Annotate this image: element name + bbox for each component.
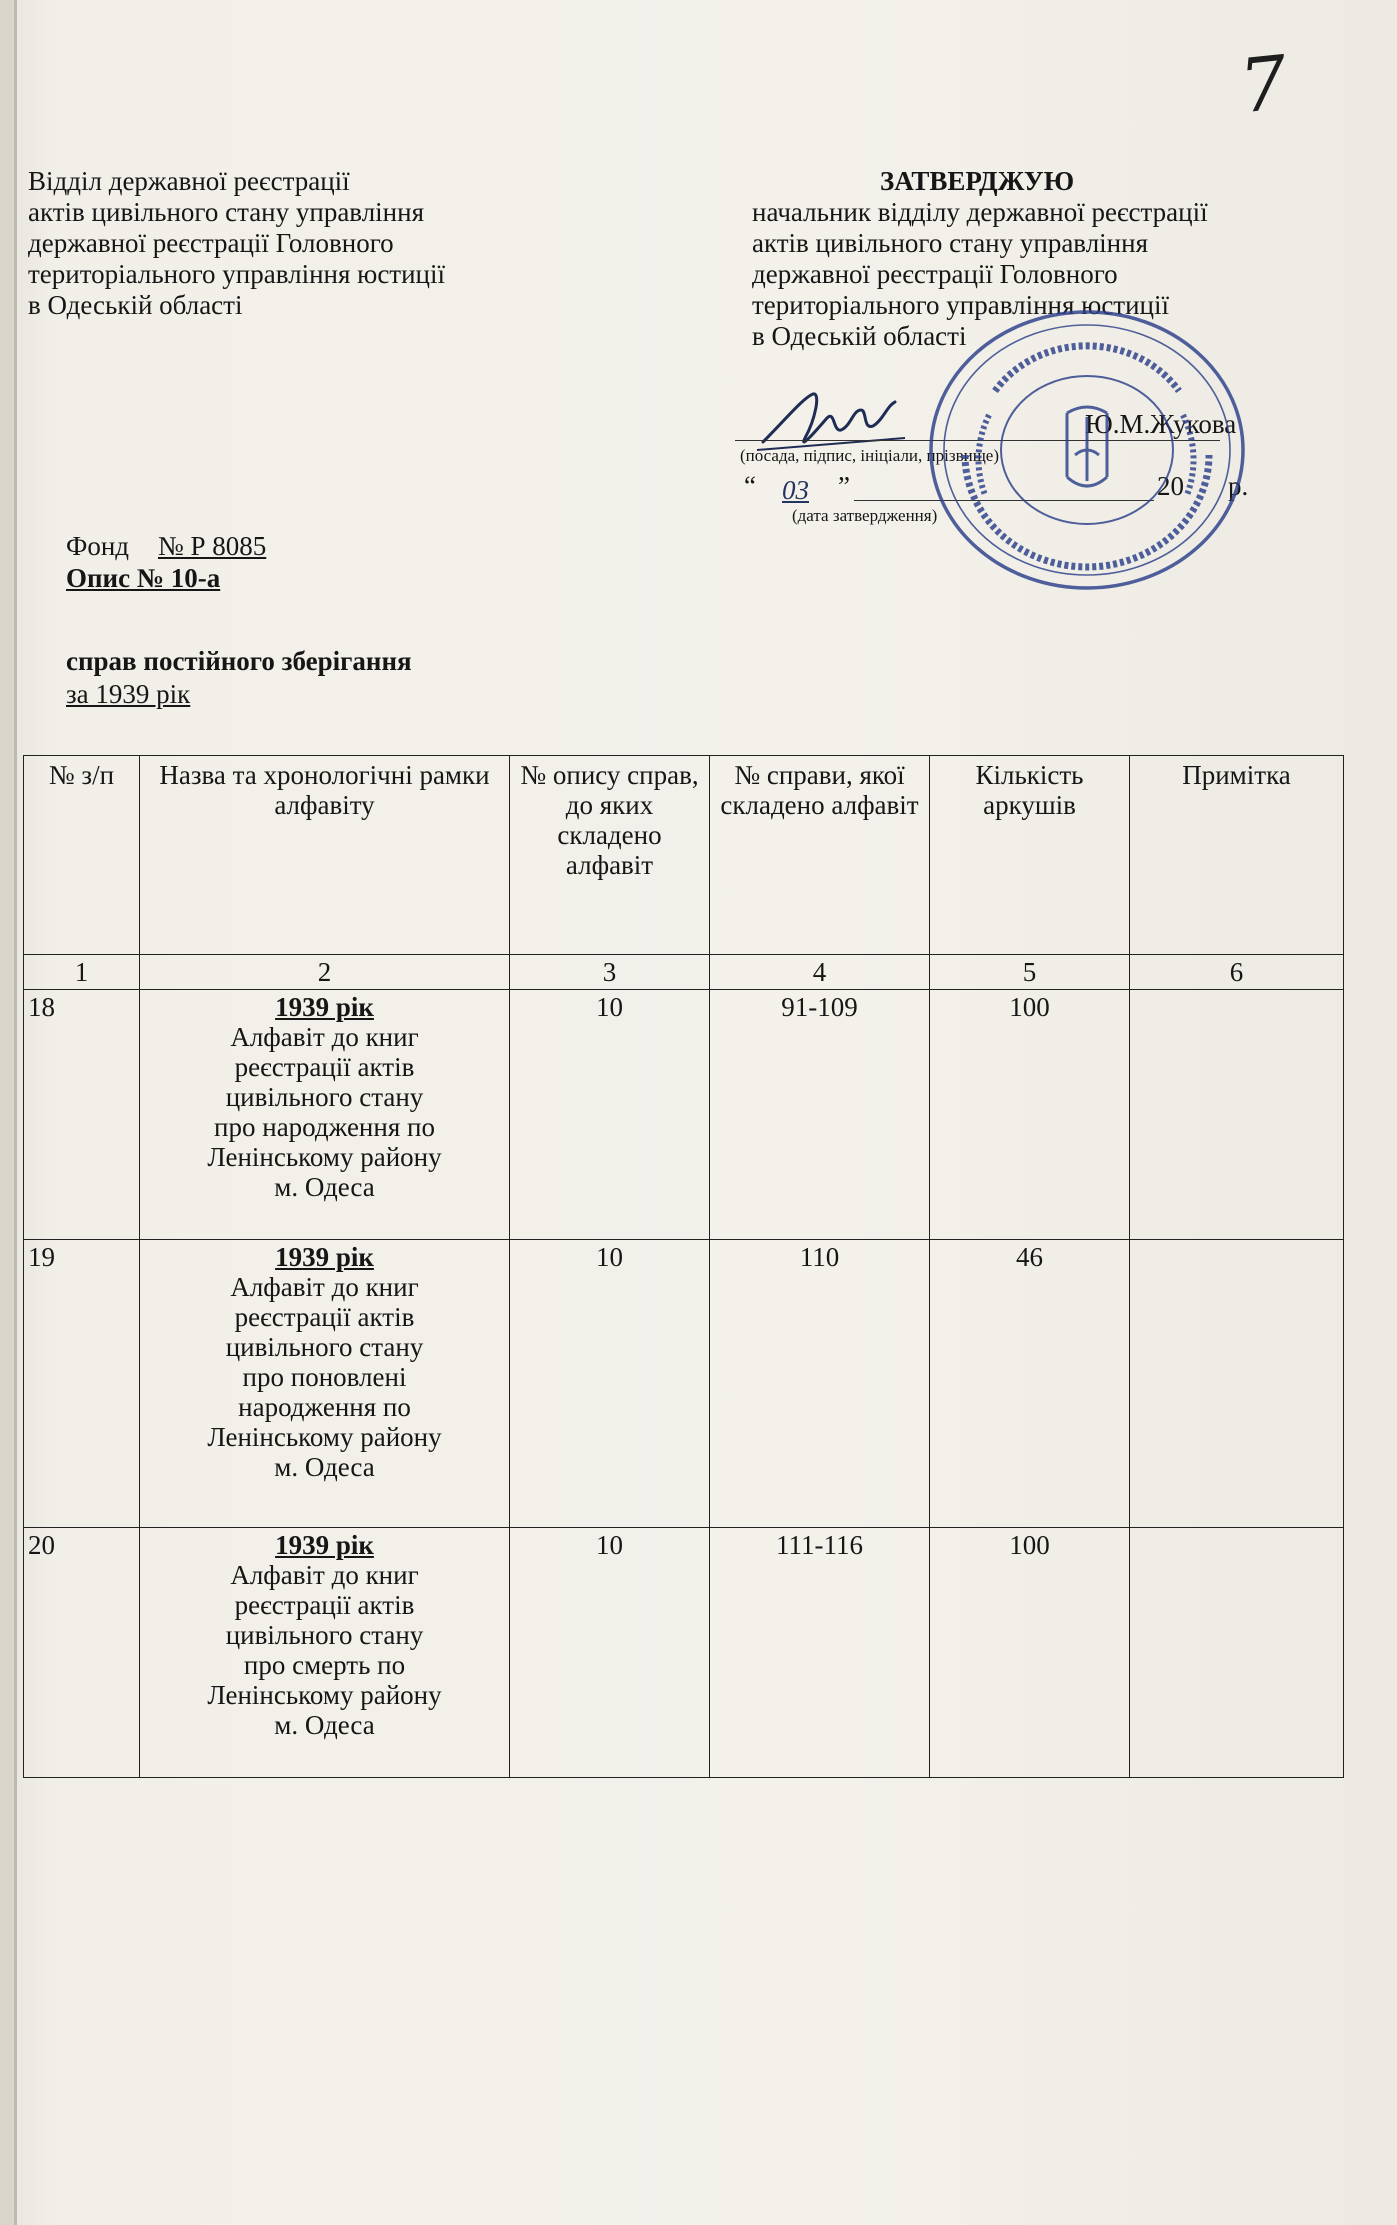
column-number: 6 — [1130, 955, 1344, 990]
department-line: в Одеській області — [28, 290, 243, 320]
page-number: 7 — [1235, 39, 1292, 131]
inventory-year: за 1939 рік — [66, 679, 191, 709]
date-open-quote: “ — [744, 471, 756, 501]
column-header: Кількість аркушів — [930, 756, 1130, 955]
alphabet-year: 1939 рік — [275, 1242, 374, 1272]
opys-cell: 10 — [510, 1240, 710, 1528]
column-number: 3 — [510, 955, 710, 990]
storage-kind: справ постійного зберігання — [66, 646, 412, 676]
row-number: 18 — [24, 990, 140, 1240]
department-line: територіального управління юстиції — [28, 259, 446, 289]
department-line: актів цивільного стану управління — [28, 197, 424, 227]
column-number: 5 — [930, 955, 1130, 990]
case-number-cell: 111-116 — [710, 1528, 930, 1778]
column-header: № опису справ, до яких складено алфавіт — [510, 756, 710, 955]
sheet-count-cell: 100 — [930, 990, 1130, 1240]
case-number-cell: 91-109 — [710, 990, 930, 1240]
note-cell — [1130, 990, 1344, 1240]
date-close-quote: ” — [838, 471, 850, 501]
date-year-suffix: р. — [1228, 471, 1249, 501]
alphabet-title: Алфавіт до книг реєстрації актів цивільного стану про поновлені народження по Ленінському району м. Одеса — [207, 1272, 442, 1482]
row-number: 19 — [24, 1240, 140, 1528]
binding-line — [14, 0, 17, 2225]
department-line: Відділ державної реєстрації — [28, 166, 350, 196]
date-year-prefix: 20 — [1157, 471, 1184, 501]
sheet-count-cell: 46 — [930, 1240, 1130, 1528]
alphabet-title-cell — [140, 990, 510, 1240]
opys-number: Опис № 10-а — [66, 563, 221, 593]
table-row — [24, 1528, 1344, 1778]
alphabet-register-table — [23, 755, 1344, 1778]
fond-number: № Р 8085 — [158, 531, 267, 561]
column-number: 1 — [24, 955, 140, 990]
column-header: Примітка — [1130, 756, 1344, 955]
case-number-cell: 110 — [710, 1240, 930, 1528]
signature-caption: (посада, підпис, ініціали, прізвище) — [740, 446, 999, 465]
alphabet-title: Алфавіт до книг реєстрації актів цивільного стану про смерть по Ленінському району м. Одеса — [207, 1560, 442, 1740]
sheet-count-cell: 100 — [930, 1528, 1130, 1778]
note-cell — [1130, 1528, 1344, 1778]
alphabet-title-cell — [140, 1240, 510, 1528]
row-number: 20 — [24, 1528, 140, 1778]
column-number: 4 — [710, 955, 930, 990]
approval-line: актів цивільного стану управління — [752, 228, 1148, 258]
table-header-row — [24, 756, 1344, 955]
approval-line: в Одеській області — [752, 321, 967, 351]
table-row — [24, 990, 1344, 1240]
alphabet-year: 1939 рік — [275, 1530, 374, 1560]
alphabet-year: 1939 рік — [275, 992, 374, 1022]
signer-name: Ю.М.Жукова — [1085, 409, 1237, 439]
approval-heading: ЗАТВЕРДЖУЮ — [880, 166, 1075, 196]
column-header: Назва та хронологічні рамки алфавіту — [140, 756, 510, 955]
date-day: 03 — [782, 475, 809, 505]
opys-cell: 10 — [510, 1528, 710, 1778]
column-number: 2 — [140, 955, 510, 990]
department-line: державної реєстрації Головного — [28, 228, 394, 258]
column-number-row — [24, 955, 1344, 990]
official-stamp — [925, 305, 1250, 595]
table-row — [24, 1240, 1344, 1528]
opys-cell: 10 — [510, 990, 710, 1240]
column-header: № з/п — [24, 756, 140, 955]
column-header: № справи, якої складено алфавіт — [710, 756, 930, 955]
alphabet-title-cell — [140, 1528, 510, 1778]
approval-line: начальник відділу державної реєстрації — [752, 197, 1208, 227]
alphabet-title: Алфавіт до книг реєстрації актів цивільного стану про народження по Ленінському району м. Одеса — [207, 1022, 442, 1202]
binding-edge — [0, 0, 14, 2225]
note-cell — [1130, 1240, 1344, 1528]
approval-line: державної реєстрації Головного — [752, 259, 1118, 289]
approval-line: територіального управління юстиції — [752, 290, 1170, 320]
fond-label: Фонд — [66, 531, 130, 561]
date-caption: (дата затвердження) — [792, 506, 938, 525]
